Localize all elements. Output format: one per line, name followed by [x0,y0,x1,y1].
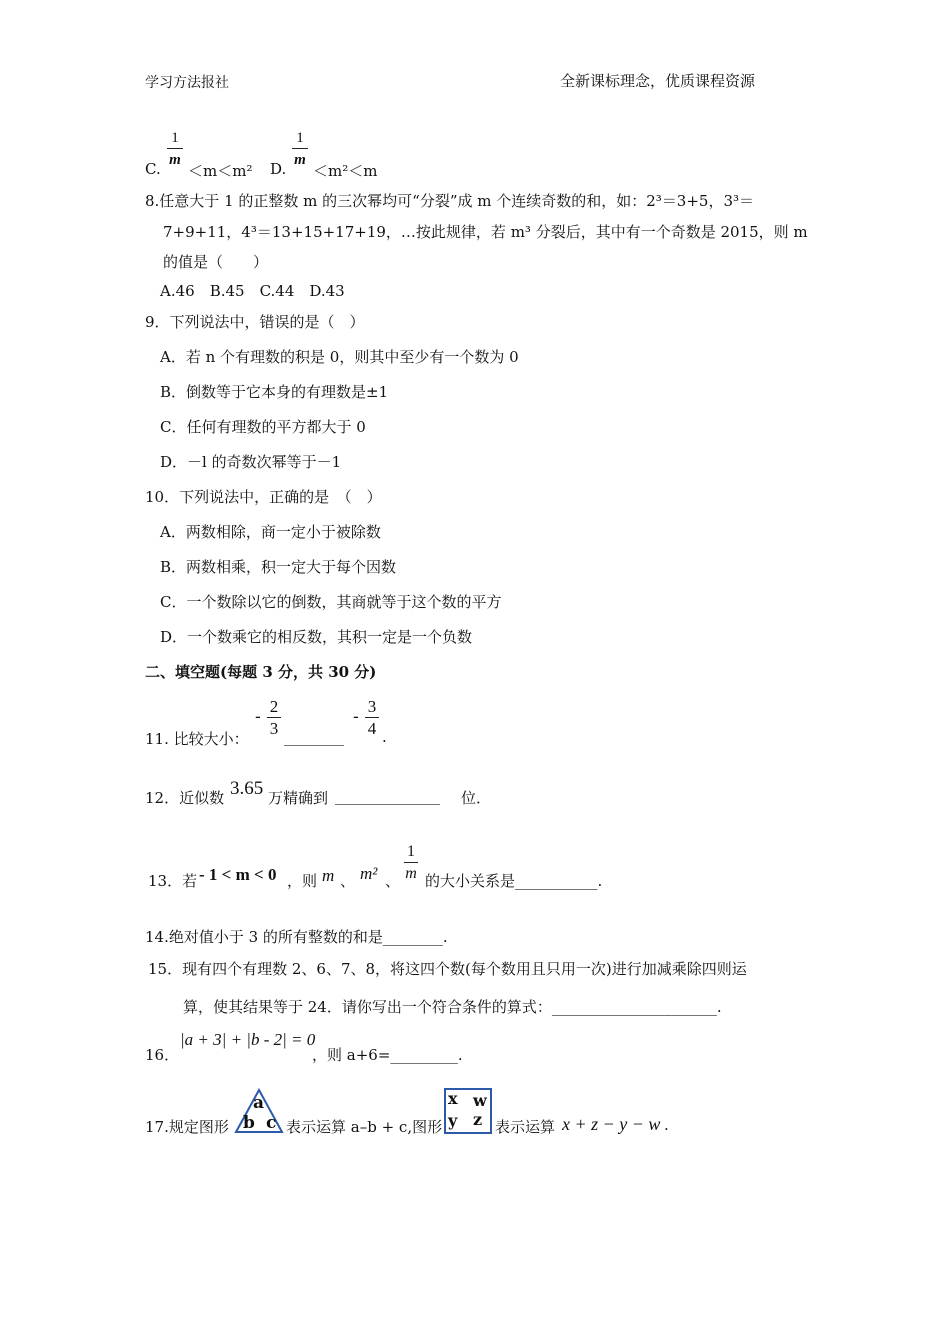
frac-denominator: m [169,152,181,168]
q10-stem: 10．下列说法中，正确的是 （ ） [145,488,382,506]
q13-prefix: 13．若 [148,872,198,890]
q8-line-3: 的值是（ ） [163,253,269,271]
q11-fraction-2 [363,697,381,740]
header-left: 学习方法报社 [145,75,229,91]
q12-prefix: 12．近似数 [145,789,225,807]
q17-end: . [664,1116,669,1134]
q7-option-d-label: D. [270,160,287,178]
q16-suffix: ，则 a+6=_________. [312,1046,463,1064]
frac-denominator: m [294,152,306,168]
q17-square-figure [444,1088,492,1134]
frac-numerator: 2 [269,697,279,716]
q7-option-c-text: ＜m＜m² [188,162,253,180]
q11-frac2-sign: - [353,707,359,727]
square-top-left-letter: x [448,1089,458,1108]
triangle-left-letter: b [243,1113,255,1133]
frac-denominator: m [405,865,417,882]
section-2-title: 二、填空题(每题 3 分，共 30 分) [145,663,377,681]
square-top-right-letter: w [473,1091,487,1110]
q13-m: m [322,866,335,885]
q13-suffix: 的大小关系是___________. [425,872,603,890]
q12-blank: ______________ [335,787,440,805]
triangle-top-letter: a [253,1093,265,1113]
q10-option-b: B．两数相乘，积一定大于每个因数 [160,558,397,576]
q13-condition: - 1 < m < 0 [199,865,277,884]
q12-value: 3.65 [230,778,264,799]
q16-prefix: 16． [145,1046,180,1064]
q11-blank: ________ [284,728,344,746]
frac-numerator: 1 [171,130,179,146]
q10-option-c: C．一个数除以它的倒数，其商就等于这个数的平方 [160,593,502,611]
square-bottom-left-letter: y [448,1111,458,1130]
q13-sep-2: 、 [385,872,401,890]
q9-stem: 9．下列说法中，错误的是（ ） [145,313,365,331]
q17-expression: x + z − y − w [562,1114,661,1134]
q10-option-a: A．两数相除，商一定小于被除数 [160,523,381,541]
q12-end: 位． [461,789,492,807]
frac-denominator: 3 [269,719,279,738]
q9-option-b: B．倒数等于它本身的有理数是±1 [160,383,389,401]
q7-option-d-text: ＜m²＜m [313,162,378,180]
frac-numerator: 1 [296,130,304,146]
q12-middle: 万精确到 [268,789,329,807]
q11-prefix: 11. 比较大小： [145,730,249,748]
q11-fraction-1 [265,697,283,740]
header-right: 全新课标理念，优质课程资源 [560,72,756,90]
q17-middle: 表示运算 a–b + c,图形 [286,1118,443,1136]
frac-numerator: 3 [367,697,377,716]
q8-options: A.46 B.45 C.44 D.43 [160,282,345,300]
q8-line-1: 8.任意大于 1 的正整数 m 的三次幂均可“分裂”成 m 个连续奇数的和，如：2³＝3+5，3³＝ [145,192,755,210]
q17-triangle-figure [234,1088,284,1134]
q9-option-a: A．若 n 个有理数的积是 0，则其中至少有一个数为 0 [160,348,519,366]
square-bottom-right-letter: z [473,1110,483,1129]
q7-option-c-fraction [166,128,184,171]
q13-mid: ，则 [287,872,318,890]
q14-text: 14.绝对值小于 3 的所有整数的和是________. [145,928,448,946]
q8-line-2: 7+9+11，4³＝13+15+17+19，…按此规律，若 m³ 分裂后，其中有一个奇数是 2015，则 m [163,223,808,241]
q7-option-d-fraction [291,128,309,171]
q11-end: . [382,728,387,746]
q15-line-2: 算，使其结果等于 24．请你写出一个符合条件的算式：______________________. [183,998,722,1016]
q10-option-d: D．一个数乘它的相反数，其积一定是一个负数 [160,628,473,646]
frac-numerator: 1 [407,843,415,860]
q11-frac1-sign: - [255,707,261,727]
q15-line-1: 15．现有四个有理数 2、6、7、8，将这四个数(每个数用且只用一次)进行加减乘除四则运 [148,960,747,978]
q9-option-d: D．－l 的奇数次幂等于－1 [160,453,342,471]
frac-denominator: 4 [367,719,377,738]
q17-suffix: 表示运算 [495,1118,556,1136]
triangle-right-letter: c [266,1113,277,1133]
q16-expression: |a + 3| + |b - 2| = 0 [180,1030,316,1049]
q13-sep-1: 、 [340,872,356,890]
q13-fraction [402,842,420,885]
q9-option-c: C．任何有理数的平方都大于 0 [160,418,366,436]
q7-option-c-label: C. [145,160,161,178]
q13-m-squared: m² [360,864,378,883]
q17-prefix: 17.规定图形 [145,1118,229,1136]
